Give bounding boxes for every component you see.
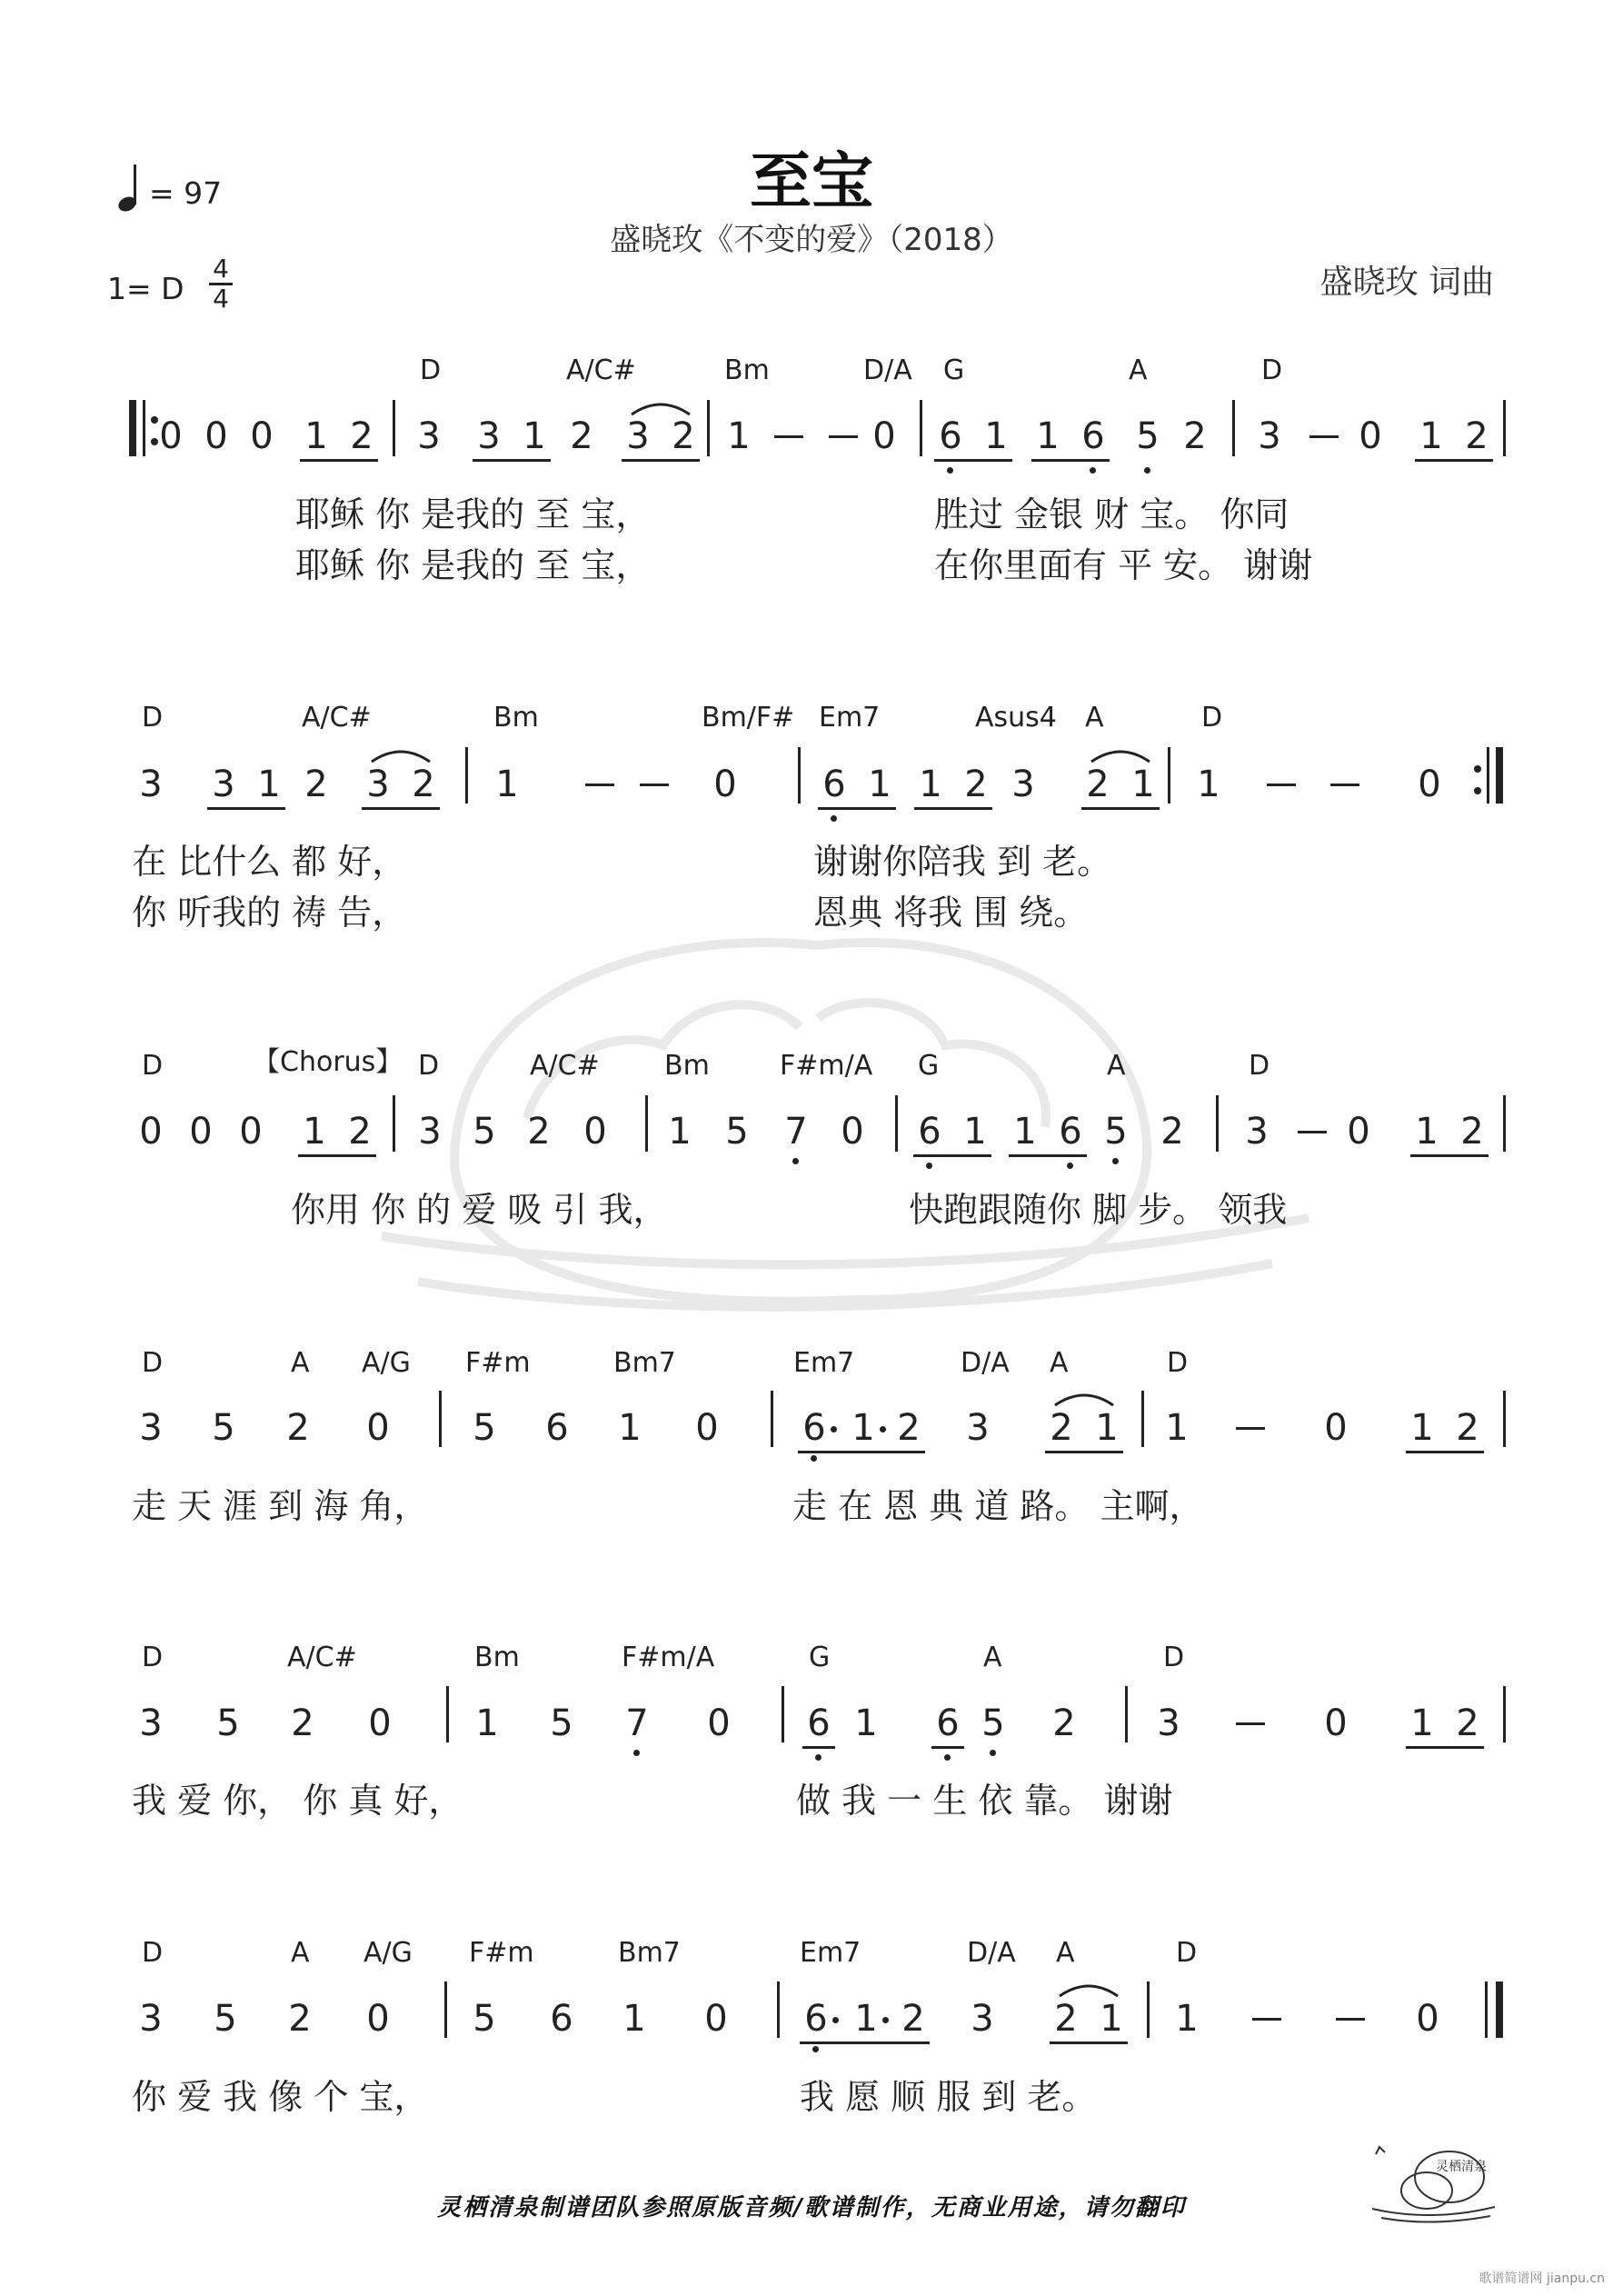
note: 0 [841, 1111, 864, 1153]
eighth-underline [1045, 1451, 1123, 1453]
chord: D [1249, 1050, 1270, 1082]
note: 7 [784, 1111, 808, 1153]
hold-dash [1236, 1722, 1265, 1725]
note: 0 [1418, 764, 1441, 805]
eighth-underline [800, 2041, 930, 2044]
chord: A/G [362, 1347, 411, 1379]
note: 1 [1175, 1998, 1199, 2040]
note: 3 [139, 1702, 163, 1744]
note: 1 [257, 764, 281, 805]
hold-dash [829, 435, 858, 438]
eighth-underline [802, 1746, 835, 1749]
chord: D [418, 1050, 440, 1082]
note: 1 [1419, 415, 1443, 457]
note: 5 [473, 1407, 496, 1449]
chord: D [142, 1937, 164, 1969]
note: 0 [239, 1111, 263, 1153]
low-octave-dot [1112, 1158, 1119, 1164]
note: 0 [368, 1702, 392, 1744]
lyric-line: 我 愿 顺 服 到 老。 [800, 2077, 1097, 2117]
eighth-underline [300, 459, 378, 462]
low-octave-dot [926, 1163, 932, 1169]
note: 1 [618, 1407, 642, 1449]
note: 1 [963, 1111, 987, 1153]
lyric-line: 在你里面有 平 安。 谢谢 [934, 545, 1313, 585]
chord: Bm [493, 702, 539, 734]
lyric-line: 走 在 恩 典 道 路。 主啊， [792, 1486, 1204, 1526]
eighth-underline [473, 459, 551, 462]
note: 1 [1410, 1702, 1434, 1744]
barline [777, 1982, 780, 2038]
note: 3 [417, 415, 441, 457]
eighth-underline [818, 807, 896, 810]
note: 2 [897, 1407, 921, 1449]
eighth-underline [931, 1746, 964, 1749]
lyric-line: 胜过 金银 财 宝。 你同 [934, 494, 1289, 534]
barline [1147, 1982, 1150, 2038]
chord: A [1107, 1050, 1126, 1082]
chord: Bm/F# [702, 702, 795, 734]
note: 1 [919, 764, 942, 805]
barline [444, 1982, 447, 2038]
low-octave-dot [811, 1455, 817, 1462]
low-octave-dot [1144, 467, 1150, 474]
tie-arc [369, 745, 433, 764]
note: 3 [1011, 764, 1035, 805]
note: 0 [713, 764, 737, 805]
barline [895, 1095, 898, 1152]
chord: D [1261, 354, 1283, 386]
section-label-chorus: 【Chorus】 [253, 1046, 403, 1078]
barline [1503, 400, 1506, 456]
hold-dash [1267, 784, 1296, 786]
note: 2 [412, 764, 435, 805]
hold-dash [1330, 784, 1359, 786]
time-signature [209, 256, 233, 312]
note: 5 [473, 1111, 496, 1153]
barline [707, 400, 710, 456]
chord: Em7 [793, 1347, 855, 1379]
dot-aug [832, 2017, 839, 2023]
note: 0 [872, 415, 896, 457]
note: 6 [936, 1702, 960, 1744]
composer-credit: 盛晓玫 词曲 [1319, 264, 1494, 301]
barline [393, 400, 395, 456]
note: 6 [802, 1407, 826, 1449]
hold-dash [640, 784, 669, 786]
low-octave-dot [815, 1754, 821, 1761]
note: 1 [495, 764, 519, 805]
note: 3 [477, 415, 501, 457]
note: 2 [348, 1111, 372, 1153]
note: 5 [216, 1702, 240, 1744]
tempo-marking [118, 164, 222, 211]
note: 1 [1013, 1111, 1037, 1153]
chord: D/A [961, 1347, 1010, 1379]
note: 1 [1165, 1407, 1189, 1449]
note: 1 [727, 415, 751, 457]
low-octave-dot [947, 467, 953, 474]
dot-aug [882, 2017, 889, 2023]
note: 2 [672, 415, 695, 457]
chord: Em7 [819, 702, 881, 734]
note: 6 [822, 764, 846, 805]
note: 5 [1136, 415, 1160, 457]
eighth-underline [1031, 459, 1110, 462]
note: 6 [1059, 1111, 1082, 1153]
chord: Bm [664, 1050, 710, 1082]
chord: A [1129, 354, 1148, 386]
chord: A/G [363, 1937, 413, 1969]
hold-dash [585, 784, 614, 786]
note: 0 [1347, 1111, 1370, 1153]
note: 1 [1410, 1407, 1434, 1449]
low-octave-dot [944, 1754, 951, 1761]
barline [1216, 1095, 1219, 1152]
note: 1 [1131, 764, 1155, 805]
note: 2 [570, 415, 593, 457]
eighth-underline [362, 807, 440, 810]
chord: F#m [465, 1347, 531, 1379]
note: 5 [212, 1407, 235, 1449]
note: 3 [1157, 1702, 1180, 1744]
key-signature: 1= D [107, 271, 184, 306]
note: 0 [189, 1111, 213, 1153]
tie-arc [629, 398, 692, 416]
hold-dash [1252, 2018, 1281, 2021]
lyric-line: 走 天 涯 到 海 角， [132, 1486, 429, 1526]
note: 5 [214, 1998, 237, 2040]
low-octave-dot [1067, 1163, 1073, 1169]
note: 1 [984, 415, 1008, 457]
note: 0 [1324, 1702, 1348, 1744]
note: 2 [286, 1407, 310, 1449]
final-bar [1496, 1982, 1503, 2038]
eighth-underline [1406, 1451, 1484, 1453]
chord: Asus4 [975, 702, 1057, 734]
chord: G [918, 1050, 940, 1082]
note: 2 [964, 764, 988, 805]
note: 0 [204, 415, 228, 457]
chord: A/C# [566, 354, 636, 386]
lyric-line: 谢谢你陪我 到 老。 [813, 842, 1112, 882]
note: 1 [668, 1111, 692, 1153]
hold-dash [1298, 1131, 1327, 1133]
time-bottom: 4 [213, 284, 229, 314]
chord: G [943, 354, 965, 386]
eighth-underline [1415, 459, 1493, 462]
note: 5 [981, 1702, 1005, 1744]
note: 5 [1104, 1111, 1128, 1153]
low-octave-dot [792, 1158, 799, 1164]
time-top: 4 [213, 254, 229, 284]
note: 0 [707, 1702, 731, 1744]
lyric-line: 做 我 一 生 依 靠。 谢谢 [796, 1781, 1173, 1821]
note: 1 [1036, 415, 1060, 457]
tie-arc [1052, 1389, 1116, 1407]
note: 2 [350, 415, 373, 457]
chord: A/C# [302, 702, 372, 734]
note: 0 [1416, 1998, 1439, 2040]
chord: F#m [469, 1937, 534, 1969]
note: 1 [1095, 1407, 1119, 1449]
note: 2 [1456, 1702, 1479, 1744]
hold-dash [1309, 435, 1339, 438]
dot-aug [831, 1426, 837, 1433]
song-subtitle: 盛晓玫《不变的爱》（2018） [610, 222, 1013, 258]
quarter-note-icon [118, 164, 142, 211]
note: 3 [1258, 415, 1281, 457]
note: 3 [139, 1407, 163, 1449]
barline [1487, 747, 1489, 804]
note: 1 [1197, 764, 1220, 805]
note: 2 [291, 1702, 314, 1744]
lyric-line: 你用 你 的 爱 吸 引 我， [291, 1190, 668, 1230]
note: 2 [901, 1998, 925, 2040]
note: 3 [139, 764, 163, 805]
barline [465, 747, 468, 804]
low-octave-dot [812, 2046, 819, 2052]
eighth-underline [1406, 1746, 1484, 1749]
note: 1 [854, 1998, 878, 2040]
chord: D [142, 1642, 164, 1673]
chord: G [809, 1642, 831, 1673]
barline [798, 747, 801, 804]
chord: Em7 [800, 1937, 861, 1969]
barline [1503, 1391, 1506, 1447]
barline [1232, 400, 1235, 456]
note: 0 [1359, 415, 1382, 457]
repeat-end-bar [1496, 747, 1503, 804]
barline [143, 400, 145, 456]
low-octave-dot [633, 1750, 640, 1756]
note: 1 [851, 1407, 875, 1449]
note: 6 [545, 1407, 569, 1449]
barline [645, 1095, 648, 1152]
eighth-underline [1050, 2041, 1128, 2044]
note: 2 [1050, 1407, 1073, 1449]
barline [1485, 1982, 1488, 2038]
note: 2 [1460, 1111, 1484, 1153]
note: 0 [1324, 1407, 1348, 1449]
chord: Bm7 [618, 1937, 681, 1969]
note: 0 [366, 1407, 390, 1449]
chord: D/A [863, 354, 912, 386]
chord: A [1056, 1937, 1075, 1969]
barline [1125, 1686, 1128, 1742]
eighth-underline [1009, 1154, 1087, 1157]
barline [920, 400, 922, 456]
note: 1 [854, 1702, 878, 1744]
chord: A [983, 1642, 1002, 1673]
note: 1 [1100, 1998, 1123, 2040]
note: 7 [625, 1702, 649, 1744]
chord: Bm [474, 1642, 520, 1673]
note: 0 [139, 1111, 163, 1153]
note: 2 [527, 1111, 551, 1153]
barline [1503, 1095, 1506, 1152]
note: 1 [475, 1702, 499, 1744]
chord: D [420, 354, 442, 386]
barline [393, 1095, 395, 1152]
chord: D/A [967, 1937, 1016, 1969]
repeat-start-bar [129, 400, 136, 456]
note: 2 [1465, 415, 1489, 457]
barline [439, 1391, 442, 1447]
chord: D [142, 1347, 164, 1379]
note: 2 [304, 764, 328, 805]
note: 3 [366, 764, 390, 805]
note: 0 [583, 1111, 607, 1153]
note: 0 [695, 1407, 719, 1449]
note: 1 [622, 1998, 646, 2040]
note: 2 [1086, 764, 1110, 805]
note: 5 [473, 1998, 496, 2040]
footer-note: 灵栖清泉制谱团队参照原版音频/歌谱制作，无商业用途，请勿翻印 [437, 2194, 1186, 2221]
hold-dash [1236, 1427, 1265, 1430]
chord: Bm7 [613, 1347, 676, 1379]
lyric-line: 耶稣 你 是我的 至 宝， [295, 545, 651, 585]
repeat-dot [1474, 787, 1481, 794]
chord: D [1201, 702, 1223, 734]
hold-dash [774, 435, 803, 438]
note: 6 [804, 1998, 828, 2040]
chord: A [1050, 1347, 1069, 1379]
tie-arc [1057, 1980, 1120, 1998]
eighth-underline [934, 459, 1012, 462]
note: 5 [550, 1702, 573, 1744]
note: 2 [288, 1998, 312, 2040]
note: 6 [1081, 415, 1105, 457]
eighth-underline [1081, 807, 1160, 810]
note: 1 [304, 415, 328, 457]
dot-aug [880, 1426, 886, 1433]
note: 2 [1183, 415, 1207, 457]
note: 6 [918, 1111, 941, 1153]
note: 2 [1054, 1998, 1078, 2040]
note: 0 [704, 1998, 728, 2040]
low-octave-dot [990, 1750, 996, 1756]
barline [446, 1686, 449, 1742]
tie-arc [1089, 745, 1152, 764]
barline [1503, 1686, 1506, 1742]
note: 2 [1052, 1702, 1076, 1744]
eighth-underline [1410, 1154, 1489, 1157]
note: 3 [971, 1998, 994, 2040]
low-octave-dot [831, 815, 837, 822]
lyric-line: 在 比什么 都 好， [132, 842, 407, 882]
eighth-underline [622, 459, 700, 462]
note: 1 [868, 764, 891, 805]
note: 2 [1160, 1111, 1184, 1153]
barline [771, 1391, 773, 1447]
note: 0 [366, 1998, 390, 2040]
chord: D [1163, 1642, 1185, 1673]
note: 0 [159, 415, 183, 457]
chord: D [1176, 1937, 1198, 1969]
note: 6 [550, 1998, 573, 2040]
note: 1 [303, 1111, 326, 1153]
low-octave-dot [1090, 467, 1096, 474]
chord: D [142, 702, 164, 734]
lyric-line: 恩典 将我 围 绕。 [813, 893, 1089, 933]
note: 1 [1415, 1111, 1439, 1153]
hold-dash [1336, 2018, 1365, 2021]
chord: D [142, 1050, 164, 1082]
note: 1 [523, 415, 546, 457]
chord: D [1167, 1347, 1189, 1379]
note: 3 [418, 1111, 442, 1153]
repeat-dot [1474, 765, 1481, 773]
note: 2 [1456, 1407, 1479, 1449]
barline [1141, 1391, 1144, 1447]
note: 3 [1245, 1111, 1269, 1153]
lyric-line: 你 听我的 祷 告， [132, 893, 407, 933]
tempo-value: = 97 [149, 175, 223, 211]
chord: A [291, 1937, 310, 1969]
chord: Bm [724, 354, 770, 386]
eighth-underline [798, 1451, 925, 1453]
chord: A/C# [530, 1050, 600, 1082]
note: 3 [212, 764, 235, 805]
note: 3 [139, 1998, 163, 2040]
barline [782, 1686, 784, 1742]
barline [1168, 747, 1170, 804]
site-credit: 歌谱简谱网 jianpu.cn [1479, 2271, 1605, 2286]
note: 3 [626, 415, 650, 457]
logo-text: 灵栖清泉 [1436, 2160, 1487, 2174]
chord: F#m/A [622, 1642, 715, 1673]
lyric-line: 快跑跟随你 脚 步。 领我 [909, 1190, 1288, 1230]
eighth-underline [913, 1154, 991, 1157]
note: 6 [939, 415, 962, 457]
lyric-line: 我 爱 你， 你 真 好， [132, 1781, 463, 1821]
eighth-underline [207, 807, 285, 810]
eighth-underline [298, 1154, 376, 1157]
lyric-line: 耶稣 你 是我的 至 宝， [295, 494, 651, 534]
song-title: 至宝 [749, 146, 873, 218]
chord: A [1085, 702, 1104, 734]
chord: A/C# [287, 1642, 357, 1673]
note: 0 [250, 415, 274, 457]
note: 3 [966, 1407, 990, 1449]
note: 6 [807, 1702, 831, 1744]
chord: A [291, 1347, 310, 1379]
note: 5 [725, 1111, 749, 1153]
lyric-line: 你 爱 我 像 个 宝， [132, 2077, 429, 2117]
eighth-underline [914, 807, 992, 810]
chord: F#m/A [780, 1050, 873, 1082]
